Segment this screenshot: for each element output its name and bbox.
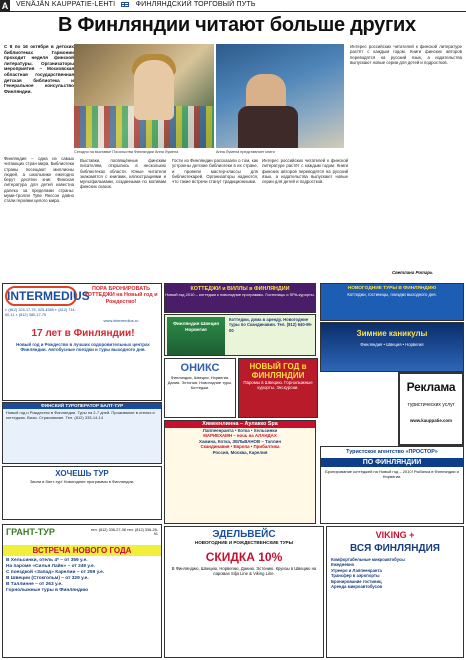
ad-header: ФИНСКИЙ ТУРОПЕРАТОР БАЛТ-ТУР (3, 403, 161, 409)
ad-row: Лаппеенранта • Котка • Хельсинки (202, 428, 278, 433)
ad-phones: тел. (812) 336-27-08 тел. (812) 336-28-91 (90, 528, 158, 537)
ad-row: Скандинавия • Европа • Прибалтика (200, 444, 280, 450)
ad-row: Россия, Москва, Карелия (212, 449, 268, 455)
ad-cottages[interactable] (164, 283, 316, 313)
ad-phones: т. (812) 325-17-75, 325-4585 т. (812) 714-60-11 т. (812) 380-17-75 (5, 308, 76, 317)
ad-header: Туристское агентство «ПРОСТОР» (346, 449, 438, 455)
ad-header: НОВОГОДНИЕ И РОЖДЕСТВЕНСКИЕ ТУРЫ (194, 540, 294, 545)
ad-viking[interactable] (326, 526, 464, 658)
ad-logo: ГРАНТ-ТУР (6, 527, 55, 537)
ad-winter-holidays[interactable] (320, 322, 464, 372)
ad-logo: ОНИКС (180, 362, 220, 374)
ad-banner: ПО ФИНЛЯНДИИ (321, 458, 463, 467)
ad-description: Паромы в Швецию. Горнолыжные курорты. Экскурсии. (243, 380, 313, 391)
person-face (134, 60, 174, 120)
ad-headline: ПОРА БРОНИРОВАТЬ КОТТЕДЖИ на Новый год и Рождество! (84, 286, 158, 305)
masthead-bar (0, 0, 466, 12)
ad-website-link[interactable]: www.intermedius.ru (103, 318, 139, 323)
list-item: В Таллинне – от 263 у.е. (6, 582, 63, 587)
ad-intermedius[interactable] (2, 283, 162, 401)
article-column-5: Интерес российских читателей к финской литературе растёт с каждым годом. Книги финских авторов переводятся на русский язык, а издательства выпускают новые серии для детей и подростков. (350, 44, 462, 65)
ad-title: КОТТЕДЖИ и ВИЛЛЫ в ФИНЛЯНДИИ (190, 286, 290, 292)
list-item: В Хельсинки, отель 4* – от 359 у.е. (6, 558, 88, 563)
article-headline: В Финляндии читают больше других (58, 14, 416, 36)
list-item: Угрееро и Лаппеенранта (331, 567, 382, 573)
ad-row: МАРИЕХАМН – ночь на АЛАНДАХ (203, 433, 277, 439)
ad-subtitle: Новый год 2010 – коттеджи к новогодние программы. Гостиницы и SPA-курорты. (165, 292, 315, 297)
page-letter: А (1, 1, 9, 11)
list-item: Аренда микроавтобусов (331, 584, 383, 590)
ad-description: Финляндия, Швеция, Норвегия. Дания. Эстония. Новогодние туры. Коттеджи. (167, 375, 233, 390)
ad-logo: VIKING + (375, 530, 415, 540)
ad-edelweiss[interactable] (164, 526, 324, 658)
ad-want-tour[interactable] (2, 466, 162, 520)
photo-caption-2: Анна Лумела представляет книги (216, 150, 275, 154)
list-item: Горнолыжные туры в Финляндию (6, 588, 89, 593)
ad-subtitle: туристических услуг (407, 402, 455, 408)
article-author: Светлана Ротарь (392, 270, 433, 275)
ad-description: Коттеджи, гостиницы, поездки выходного дня. (347, 292, 437, 297)
ad-newyear[interactable] (238, 358, 318, 418)
ad-countries: Финляндия Швеция Норвегия (167, 317, 225, 355)
ad-tours-list[interactable] (164, 420, 316, 524)
ad-balt-tour[interactable] (2, 402, 162, 464)
ad-offer-list (327, 554, 463, 592)
article-column-4: Интерес российских читателей к финской литературе растёт с каждым годом. Книги финских авторов переводятся на русский язык, а издательства выпускают новые серии для детей и подростков. (262, 158, 348, 185)
ad-website-link[interactable]: www.kauppatie.com (409, 418, 453, 423)
ad-offer-list (3, 556, 161, 596)
ad-description: Новый год и Рождество в лучших оздоровительных центрах Финляндии. Автобусные поездки и туры выходного дня. (16, 342, 150, 353)
ad-description: Новый год и Рождество в Финляндии. Туры на 2-7 дней. Проживание в отелях и коттеджах. Визы. Страхование. Тел. (812) 333-14-14 (6, 410, 155, 420)
ad-advertising-slot[interactable] (398, 372, 464, 446)
list-item: Комфортабельные микроавтобусы (331, 557, 405, 562)
person-shirt (238, 106, 298, 148)
ad-title: НОВОГОДНИЕ ТУРЫ В ФИНЛЯНДИЮ (347, 286, 437, 291)
list-item: Ежедневно (331, 562, 355, 568)
ad-oniks[interactable] (164, 358, 236, 418)
article-column-3: Гости из Финляндии рассказали о том, как устроены детские библиотеки в их стране, и провели мастер-классы для библиотекарей. Организаторы надеются, что такие встречи станут традиционными. (172, 158, 258, 185)
article-photo-1 (74, 44, 214, 148)
ad-row: Хамина, Котка, ЗЕЛЬВАНОВ – Таллин (199, 438, 281, 444)
photo-caption-1: Сегодня на выставке Посольства Финляндии Анна Лумела (74, 150, 179, 154)
article-lead: С 8 по 16 октября в детских библиотеках Гармонии проходит неделя финской литературы. Организаторы мероприятия – Московская областная государственная детская библиотека и Генеральное консульство Финляндии. (4, 44, 74, 94)
ad-scandinavia[interactable] (164, 314, 316, 356)
masthead-left: VENÄJÄN KAUPPATIE-LEHTI (16, 1, 116, 8)
article-column-2: Выставки, посвящённые финским писателям, открылись в нескольких библиотеках области. Юные читатели знакомятся с книгами, иллюстрациями и мультфильмами, созданными по мотивам финских сказок. (80, 158, 166, 190)
list-item: На пароме «Силья Лайн» – от 249 у.е. (6, 564, 95, 569)
list-item: С поездкой «Запад» Карелии – от 259 у.е. (6, 570, 105, 575)
masthead-right: ФИНЛЯНДСКИЙ ТОРГОВЫЙ ПУТЬ (135, 1, 256, 8)
ad-brand: INTERMEDIUS (5, 286, 77, 306)
ad-newyear-tours[interactable] (320, 283, 464, 321)
list-item: Трансфер в аэропорты (331, 573, 380, 579)
ad-prostor[interactable] (320, 446, 464, 524)
ad-description: Звони в балт-тур! Новогодние программы в Финляндии. (29, 479, 135, 484)
ad-grant-tour[interactable] (2, 524, 162, 658)
list-item: Бронирование гостиниц (331, 578, 382, 584)
ad-description: Бронирование коттеджей на Новый год – 2010! Рыбалка в Финляндии и Норвегии. (325, 469, 459, 479)
ad-description: Финляндия • Швеция • Норвегия (360, 342, 424, 347)
ad-banner: ВСТРЕЧА НОВОГО ГОДА (3, 545, 161, 556)
ad-logo: ХОЧЕШЬ ТУР (55, 469, 109, 478)
finnish-flag-icon (121, 2, 129, 7)
ad-header: Хямеенлинна – Аулакко Spa (165, 421, 315, 428)
ad-title: Зимние каникулы (356, 329, 428, 338)
article-photo-2 (216, 44, 344, 148)
ad-slogan: 17 лет в Финляндии! (31, 328, 135, 339)
ad-logo: ЭДЕЛЬВЕЙС (212, 529, 276, 540)
article-column-1: Финляндия – одна из самых читающих стран мира. Библиотеки страны посещают миллионы людей, а школьники ежегодно берут десятки книг. Финская литература для детей известна далеко за пределами страны: муми-тролли Туве Янссон давно стали героями целого мира. (4, 156, 74, 204)
list-item: В Швеции (Стокгольм) – от 329 у.е. (6, 576, 89, 581)
ad-title: НОВЫЙ ГОД в ФИНЛЯНДИИ (249, 362, 307, 380)
ad-title: ВСЯ ФИНЛЯНДИЯ (350, 543, 440, 554)
ad-title: Реклама (406, 380, 456, 394)
ad-description: В Финляндию, Швецию, Норвегию, Данию, Эстонию. Круизы в Швецию на паромах Silja Line & Viking Line. (171, 566, 317, 577)
masthead-title (16, 1, 256, 8)
ad-discount: СКИДКА 10% (205, 550, 283, 564)
ad-description: Коттеджи, дома в аренду. Новогодние туры по Скандинавии. Тел. (812) 640-99-00 (229, 317, 313, 333)
